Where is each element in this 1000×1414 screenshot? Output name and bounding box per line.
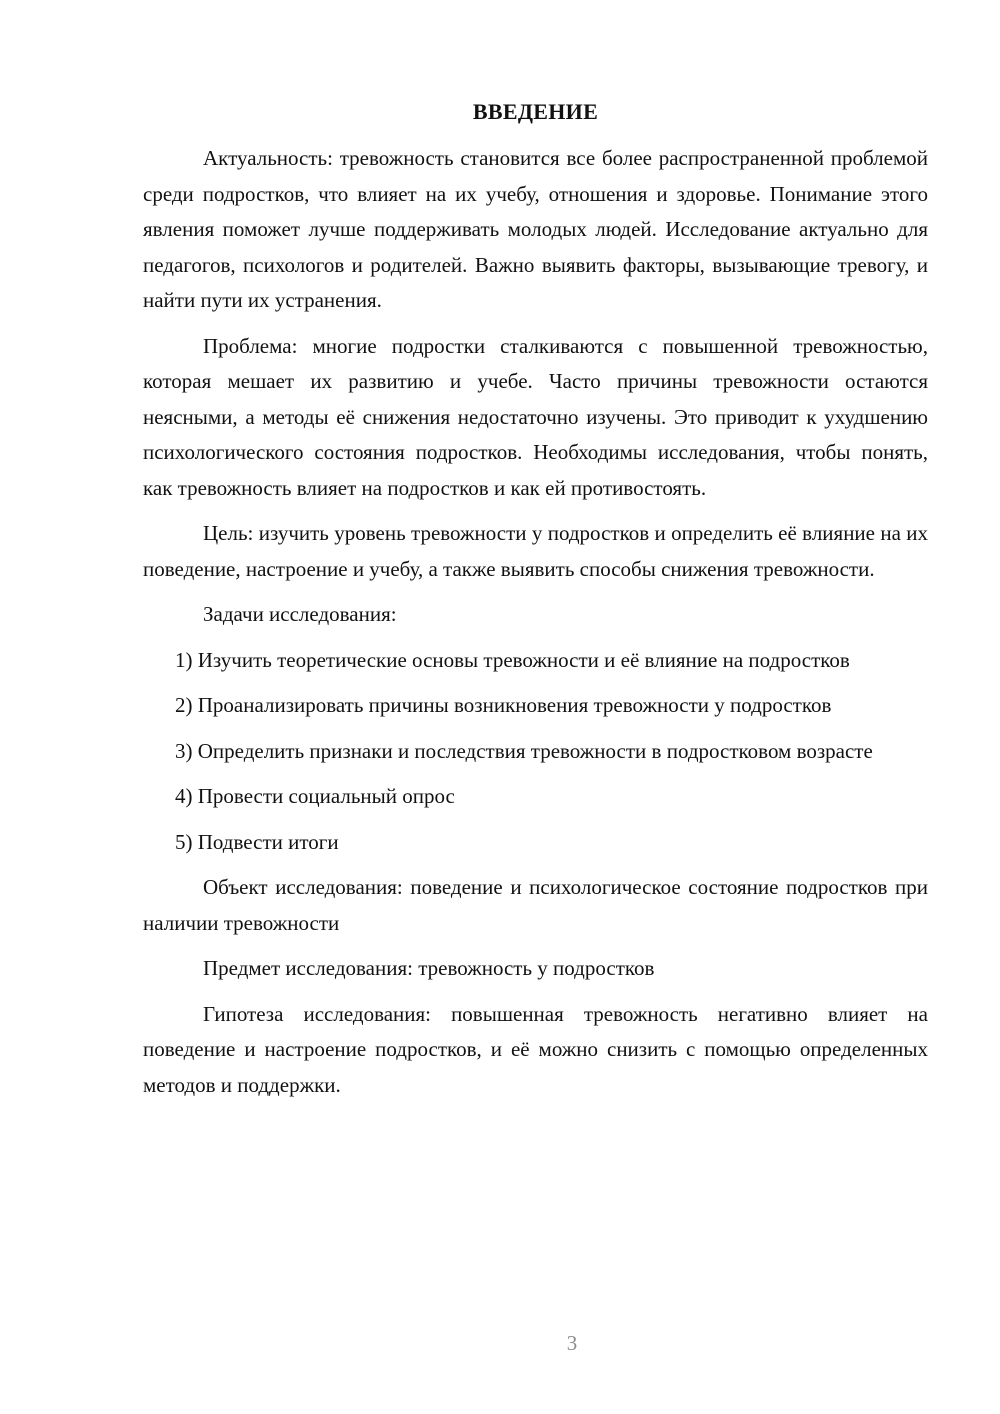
paragraph-object: Объект исследования: поведение и психологическое состояние подростков при наличии тревожности bbox=[143, 875, 928, 935]
page-number: 3 bbox=[566, 1331, 578, 1355]
task-item-5: 5) Подвести итоги bbox=[175, 829, 339, 854]
task-item-4: 4) Провести социальный опрос bbox=[175, 784, 455, 808]
paragraph-problem: Проблема: многие подростки сталкиваются с повышенной тревожностью, которая мешает их развитию и учебе. Часто причины тревожности остаются неясными, а методы её снижения недостаточно изучены. Это приводит к ухудшению психологического состояния подростков. Необходимы исследования, чтобы понять, как тревожность влияет на подростков и как ей противостоять. bbox=[143, 333, 928, 500]
page-content bbox=[143, 94, 928, 1113]
task-item-1: 1) Изучить теоретические основы тревожности и её влияние на подростков bbox=[175, 647, 850, 672]
paragraph-tasks-heading: Задачи исследования: bbox=[203, 602, 397, 626]
paragraph-hypothesis: Гипотеза исследования: повышенная тревожность негативно влияет на поведение и настроение подростков, и её можно снизить с помощью определенных методов и поддержки. bbox=[143, 1001, 928, 1097]
paragraph-relevance: Актуальность: тревожность становится все более распространенной проблемой среди подростков, что влияет на их учебу, отношения и здоровье. Понимание этого явления поможет лучше поддерживать молодых людей. Исследование актуально для педагогов, психологов и родителей. Важно выявить факторы, вызывающие тревогу, и найти пути их устранения. bbox=[143, 146, 928, 312]
paragraph-subject: Предмет исследования: тревожность у подростков bbox=[203, 956, 655, 980]
paragraph-goal: Цель: изучить уровень тревожности у подростков и определить её влияние на их поведение, настроение и учебу, а также выявить способы снижения тревожности. bbox=[143, 521, 928, 581]
task-item-3: 3) Определить признаки и последствия тревожности в подростковом возрасте bbox=[175, 738, 873, 763]
section-title: ВВЕДЕНИЕ bbox=[472, 99, 599, 124]
task-item-2: 2) Проанализировать причины возникновения тревожности у подростков bbox=[175, 693, 832, 717]
